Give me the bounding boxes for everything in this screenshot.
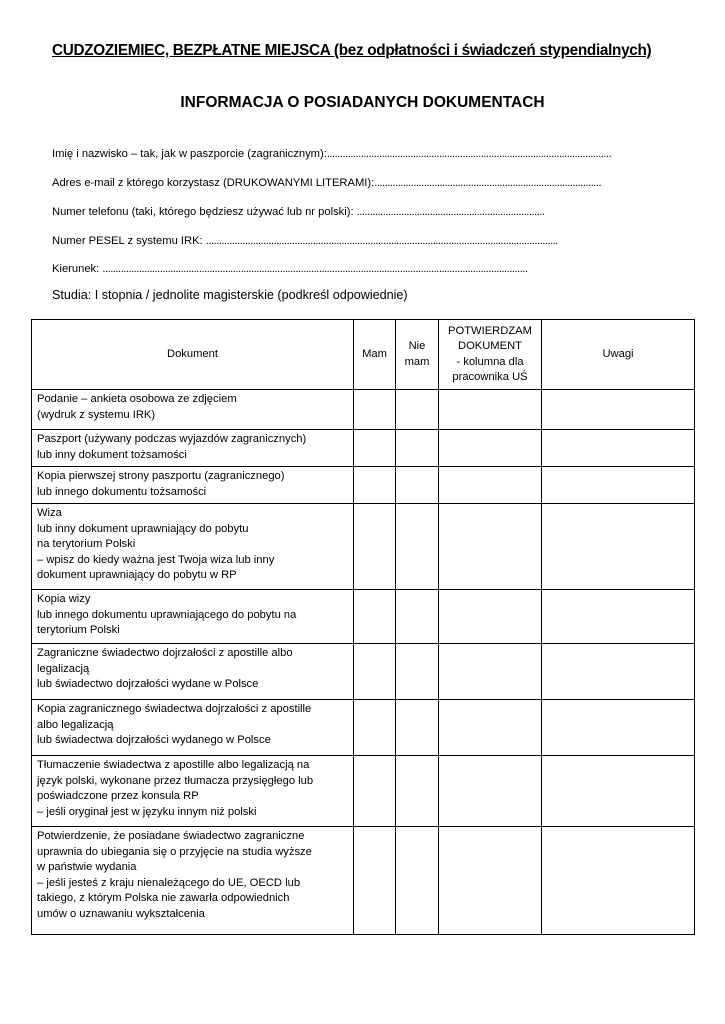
document-line: Wiza	[37, 507, 62, 519]
have-checkbox-cell[interactable]	[354, 644, 396, 700]
document-line: lub świadectwo dojrzałości wydane w Polsce	[37, 678, 259, 690]
table-body	[32, 390, 695, 935]
notes-cell[interactable]	[542, 644, 695, 700]
not-have-checkbox-cell[interactable]	[396, 390, 439, 430]
document-line: (wydruk z systemu IRK)	[37, 408, 156, 421]
not-have-checkbox-cell[interactable]	[396, 827, 439, 935]
have-checkbox-cell[interactable]	[354, 390, 396, 430]
email-field[interactable]	[52, 175, 672, 191]
header-line: Nie	[408, 340, 426, 352]
studies-choice: Studia: I stopnia / jednolite magisterskie (podkreśl odpowiednie)	[52, 288, 408, 302]
document-line: lub inny dokument tożsamości	[37, 448, 187, 461]
have-checkbox-cell[interactable]	[354, 467, 396, 504]
notes-cell[interactable]	[542, 827, 695, 935]
phone-field[interactable]	[52, 204, 672, 220]
document-line: Kopia zagranicznego świadectwa dojrzałości z apostille	[37, 703, 312, 715]
table-row	[32, 590, 695, 644]
document-line: lub innego dokumentu uprawniającego do pobytu na	[37, 608, 297, 621]
document-line: albo legalizacją	[37, 718, 114, 731]
document-line: umów o uznawaniu wykształcenia	[37, 907, 205, 920]
document-line: legalizacją	[37, 662, 90, 675]
document-cell	[32, 644, 354, 700]
field-label: Kierunek:	[52, 263, 103, 275]
not-have-checkbox-cell[interactable]	[396, 467, 439, 504]
table-row	[32, 644, 695, 700]
document-cell	[32, 700, 354, 756]
have-checkbox-cell[interactable]	[354, 700, 396, 756]
fill-line: .......................................................................................................................................	[205, 235, 558, 247]
document-cell	[32, 390, 354, 430]
header-line: DOKUMENT	[457, 340, 523, 352]
table-header-row	[32, 320, 695, 390]
document-line: na terytorium Polski	[37, 538, 136, 550]
have-checkbox-cell[interactable]	[354, 756, 396, 827]
field-label: Imię i nazwisko – tak, jak w paszporcie (zagranicznym):	[52, 148, 327, 160]
notes-cell[interactable]	[542, 390, 695, 430]
fill-line: ...................................................................................................................................................................	[102, 263, 528, 275]
document-cell	[32, 467, 354, 504]
document-line: terytorium Polski	[37, 624, 120, 636]
notes-cell[interactable]	[542, 504, 695, 590]
confirm-cell[interactable]	[439, 644, 542, 700]
header-line: pracownika UŚ	[452, 371, 528, 383]
table-row	[32, 430, 695, 467]
document-line: poświadczone przez konsula RP	[37, 790, 199, 802]
table-row	[32, 756, 695, 827]
document-line: Podanie – ankieta osobowa ze zdjęciem	[37, 393, 237, 405]
notes-cell[interactable]	[542, 756, 695, 827]
document-line: Potwierdzenie, że posiadane świadectwo zagraniczne	[37, 830, 305, 842]
header-line: POTWIERDZAM	[448, 324, 532, 337]
document-line: język polski, wykonane przez tłumacza przysięgłego lub	[37, 774, 314, 787]
page-title: INFORMACJA O POSIADANYCH DOKUMENTACH	[180, 94, 545, 111]
confirm-cell[interactable]	[439, 467, 542, 504]
col-header-confirm	[439, 320, 542, 390]
not-have-checkbox-cell[interactable]	[396, 504, 439, 590]
fill-line: .......................................................................................	[374, 177, 602, 189]
fill-line: ........................................................................	[356, 206, 545, 218]
documents-table	[31, 319, 695, 935]
not-have-checkbox-cell[interactable]	[396, 430, 439, 467]
document-line: Paszport (używany podczas wyjazdów zagranicznych)	[37, 433, 307, 445]
confirm-cell[interactable]	[439, 430, 542, 467]
confirm-cell[interactable]	[439, 590, 542, 644]
confirm-cell[interactable]	[439, 756, 542, 827]
notes-cell[interactable]	[542, 467, 695, 504]
field-label: Numer PESEL z systemu IRK:	[52, 235, 206, 247]
have-checkbox-cell[interactable]	[354, 827, 396, 935]
document-line: takiego, z którym Polska nie zawarła odpowiednich	[37, 892, 290, 904]
document-line: Zagraniczne świadectwo dojrzałości z apostille albo	[37, 647, 293, 659]
document-line: Kopia wizy	[37, 593, 91, 605]
document-line: – wpisz do kiedy ważna jest Twoja wiza lub inny	[37, 553, 275, 566]
document-line: Tłumaczenie świadectwa z apostille albo legalizacją na	[37, 759, 310, 771]
confirm-cell[interactable]	[439, 504, 542, 590]
document-line: lub świadectwa dojrzałości wydanego w Polsce	[37, 734, 271, 746]
document-cell	[32, 590, 354, 644]
document-line: uprawnia do ubiegania się o przyjęcie na studia wyższe	[37, 845, 312, 858]
header-line: - kolumna dla	[456, 355, 524, 368]
table-row	[32, 504, 695, 590]
not-have-checkbox-cell[interactable]	[396, 590, 439, 644]
document-cell	[32, 756, 354, 827]
header-line: mam	[404, 355, 430, 368]
field-label: Adres e-mail z którego korzystasz (DRUKOWANYMI LITERAMI):	[52, 177, 375, 189]
col-header-notes: Uwagi	[542, 320, 695, 390]
col-header-have: Mam	[354, 320, 396, 390]
not-have-checkbox-cell[interactable]	[396, 644, 439, 700]
notes-cell[interactable]	[542, 430, 695, 467]
document-line: dokument uprawniający do pobytu w RP	[37, 569, 237, 581]
document-cell	[32, 504, 354, 590]
have-checkbox-cell[interactable]	[354, 504, 396, 590]
major-field[interactable]	[52, 261, 672, 277]
document-line: lub innego dokumentu tożsamości	[37, 485, 207, 498]
not-have-checkbox-cell[interactable]	[396, 700, 439, 756]
table-row	[32, 700, 695, 756]
col-header-document: Dokument	[32, 320, 354, 390]
confirm-cell[interactable]	[439, 827, 542, 935]
confirm-cell[interactable]	[439, 700, 542, 756]
document-line: Kopia pierwszej strony paszportu (zagranicznego)	[37, 470, 285, 482]
full-name-field[interactable]	[52, 146, 672, 162]
field-label: Numer telefonu (taki, którego będziesz używać lub nr polski):	[52, 206, 357, 218]
confirm-cell[interactable]	[439, 390, 542, 430]
document-line: w państwie wydania	[37, 861, 137, 873]
document-line: lub inny dokument uprawniający do pobytu	[37, 522, 249, 535]
document-line: – jeśli jesteś z kraju nienależącego do UE, OECD lub	[37, 876, 301, 889]
fill-line: .............................................................................................................	[326, 148, 612, 160]
document-cell	[32, 827, 354, 935]
have-checkbox-cell[interactable]	[354, 590, 396, 644]
notes-cell[interactable]	[542, 700, 695, 756]
document-cell	[32, 430, 354, 467]
col-header-not-have	[396, 320, 439, 390]
notes-cell[interactable]	[542, 590, 695, 644]
table-row	[32, 467, 695, 504]
pesel-field[interactable]	[52, 233, 672, 249]
have-checkbox-cell[interactable]	[354, 430, 396, 467]
form-header: CUDZOZIEMIEC, BEZPŁATNE MIEJSCA (bez odpłatności i świadczeń stypendialnych)	[52, 42, 652, 59]
table-row	[32, 827, 695, 935]
not-have-checkbox-cell[interactable]	[396, 756, 439, 827]
document-line: – jeśli oryginał jest w języku innym niż polski	[37, 805, 257, 818]
table-row	[32, 390, 695, 430]
